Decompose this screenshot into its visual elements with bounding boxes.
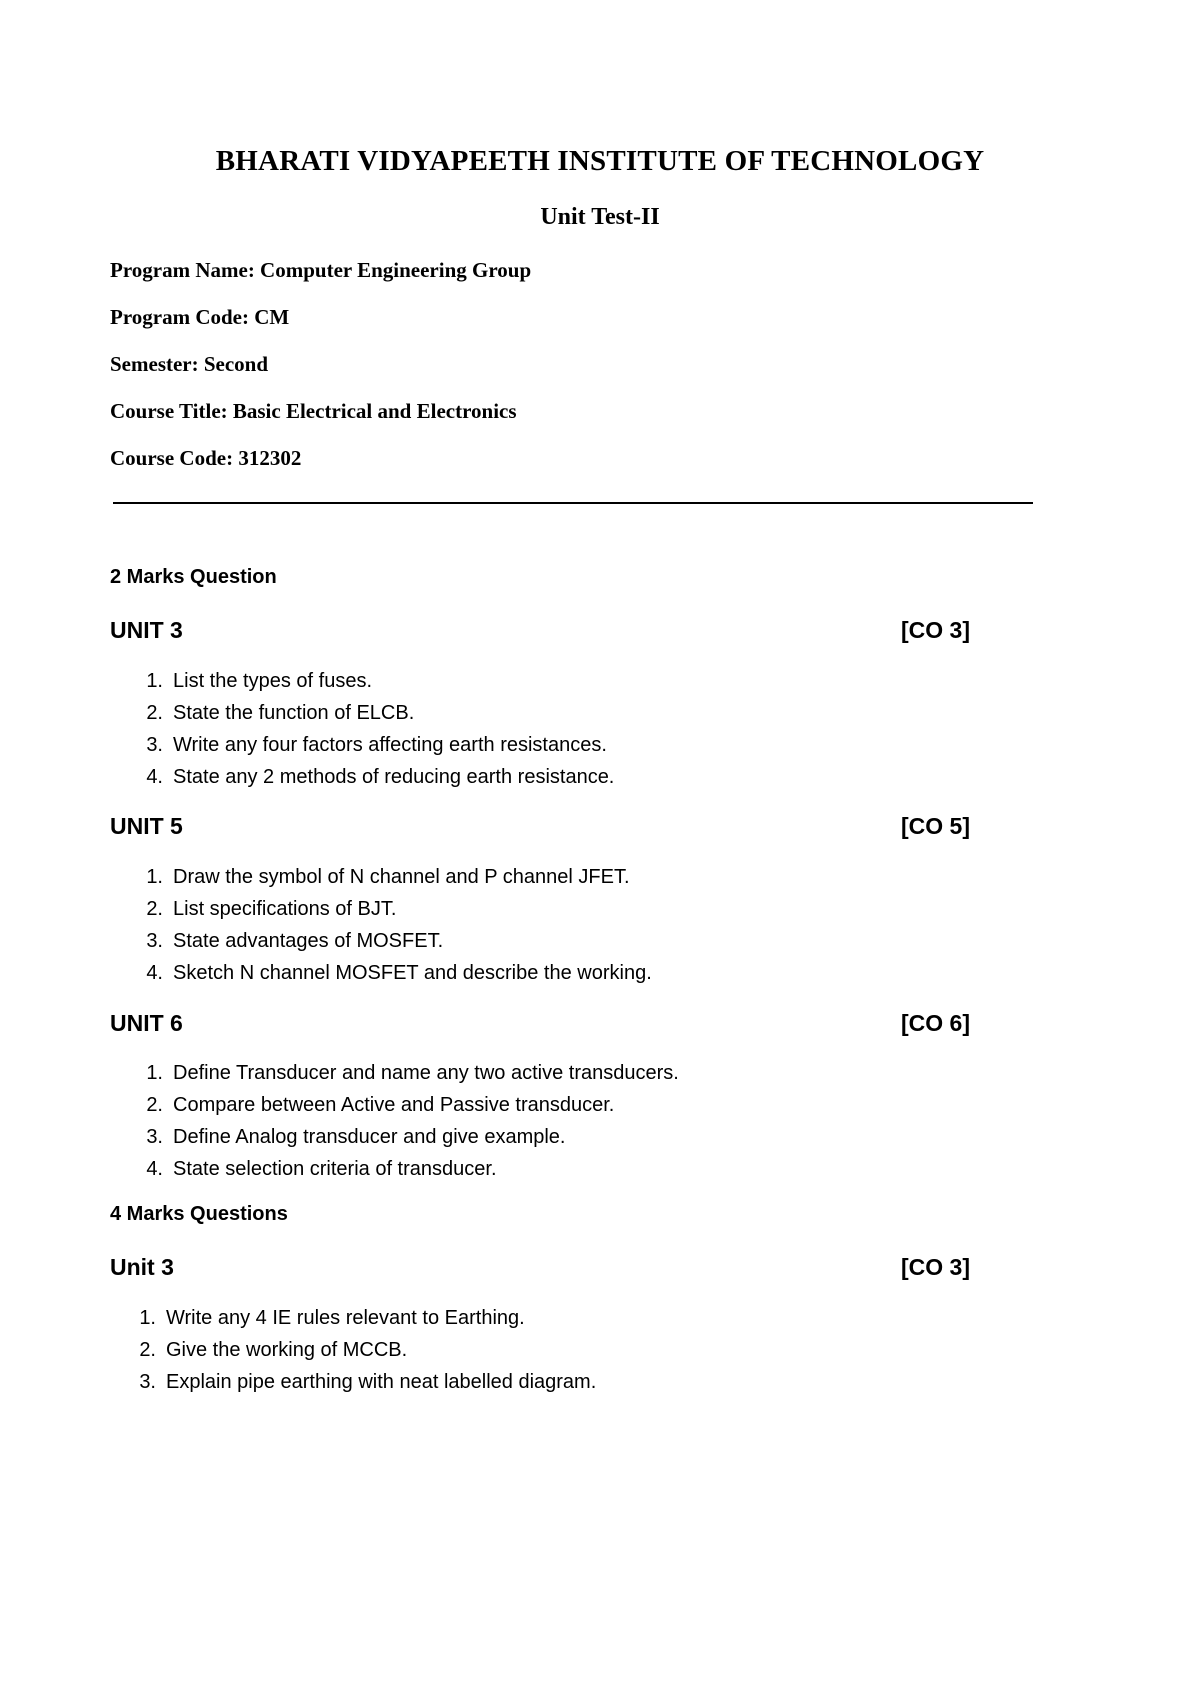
question-number: 1. bbox=[139, 1307, 156, 1329]
question-text: List specifications of BJT. bbox=[173, 898, 397, 920]
question-text: Define Analog transducer and give example. bbox=[173, 1126, 566, 1148]
question-text: State any 2 methods of reducing earth resistance. bbox=[173, 766, 615, 788]
question-number: 2. bbox=[146, 702, 163, 724]
question-number: 3. bbox=[139, 1371, 156, 1393]
course-outcome-tag: [CO 3] bbox=[901, 617, 970, 643]
test-title: Unit Test-II bbox=[540, 204, 660, 230]
question-number: 1. bbox=[146, 670, 163, 692]
question-number: 1. bbox=[146, 866, 163, 888]
question-text: Write any four factors affecting earth resistances. bbox=[173, 734, 607, 756]
semester: Semester: Second bbox=[110, 352, 269, 376]
course-outcome-tag: [CO 3] bbox=[901, 1254, 970, 1280]
unit-heading bbox=[110, 1254, 970, 1281]
question-number: 2. bbox=[146, 898, 163, 920]
question-number: 4. bbox=[146, 1158, 163, 1180]
question-text: State the function of ELCB. bbox=[173, 702, 415, 724]
question-number: 3. bbox=[146, 930, 163, 952]
question-text: Explain pipe earthing with neat labelled diagram. bbox=[166, 1371, 597, 1393]
question-text: Define Transducer and name any two active transducers. bbox=[173, 1062, 679, 1084]
unit-heading bbox=[110, 813, 970, 840]
institute-title: BHARATI VIDYAPEETH INSTITUTE OF TECHNOLOGY bbox=[215, 145, 985, 177]
question-number: 2. bbox=[146, 1094, 163, 1116]
question-text: Compare between Active and Passive transducer. bbox=[173, 1094, 615, 1116]
question-text: Give the working of MCCB. bbox=[166, 1339, 408, 1361]
section-label-4-marks: 4 Marks Questions bbox=[110, 1203, 288, 1225]
unit-title: UNIT 5 bbox=[110, 813, 183, 839]
question-number: 1. bbox=[146, 1062, 163, 1084]
unit-heading bbox=[110, 1010, 970, 1037]
question-number: 4. bbox=[146, 766, 163, 788]
section-label-2-marks: 2 Marks Question bbox=[110, 566, 277, 588]
question-text: State advantages of MOSFET. bbox=[173, 930, 444, 952]
question-text: Sketch N channel MOSFET and describe the working. bbox=[173, 962, 652, 984]
question-text: State selection criteria of transducer. bbox=[173, 1158, 497, 1180]
header-divider bbox=[113, 502, 1033, 504]
course-title: Course Title: Basic Electrical and Electronics bbox=[110, 399, 517, 423]
unit-title: UNIT 3 bbox=[110, 617, 183, 643]
program-code: Program Code: CM bbox=[110, 305, 290, 329]
question-number: 4. bbox=[146, 962, 163, 984]
question-text: Draw the symbol of N channel and P channel JFET. bbox=[173, 866, 630, 888]
course-code: Course Code: 312302 bbox=[110, 446, 302, 470]
course-outcome-tag: [CO 6] bbox=[901, 1010, 970, 1036]
question-number: 2. bbox=[139, 1339, 156, 1361]
unit-heading bbox=[110, 617, 970, 644]
unit-title: UNIT 6 bbox=[110, 1010, 183, 1036]
question-number: 3. bbox=[146, 734, 163, 756]
program-name: Program Name: Computer Engineering Group bbox=[110, 258, 532, 282]
question-text: List the types of fuses. bbox=[173, 670, 372, 692]
unit-title: Unit 3 bbox=[110, 1254, 174, 1280]
question-number: 3. bbox=[146, 1126, 163, 1148]
course-outcome-tag: [CO 5] bbox=[901, 813, 970, 839]
question-text: Write any 4 IE rules relevant to Earthing. bbox=[166, 1307, 525, 1329]
